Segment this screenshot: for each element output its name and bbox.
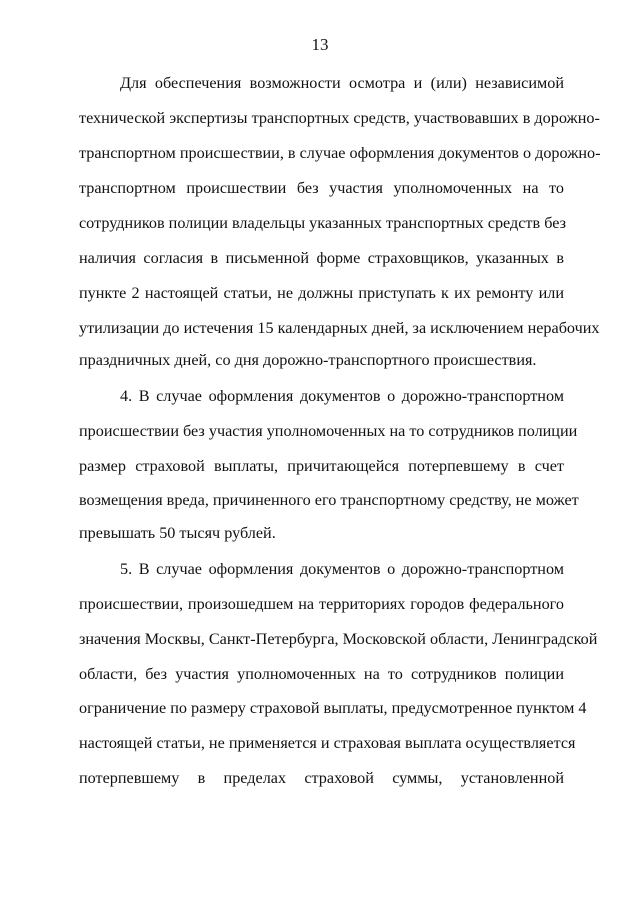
text-line: 5. В случае оформления документов о дорожно-транспортном xyxy=(120,560,564,578)
text-line: ограничение по размеру страховой выплаты, предусмотренное пунктом 4 xyxy=(79,699,587,717)
text-line: технической экспертизы транспортных средств, участвовавших в дорожно- xyxy=(79,109,600,127)
text-line: наличия согласия в письменной форме страховщиков, указанных в xyxy=(79,249,564,267)
text-line: 4. В случае оформления документов о дорожно-транспортном xyxy=(120,387,564,405)
text-line: происшествии, произошедшем на территориях городов федерального xyxy=(79,595,564,613)
text-line: Для обеспечения возможности осмотра и (или) независимой xyxy=(120,74,564,92)
text-line: сотрудников полиции владельцы указанных транспортных средств без xyxy=(79,214,566,232)
page-number: 13 xyxy=(311,35,329,54)
text-line: области, без участия уполномоченных на то сотрудников полиции xyxy=(79,665,564,683)
text-line: значения Москвы, Санкт-Петербурга, Московской области, Ленинградской xyxy=(79,630,598,648)
text-line: транспортном происшествии, в случае оформления документов о дорожно- xyxy=(79,144,601,162)
text-line: потерпевшему в пределах страховой суммы, установленной xyxy=(79,769,564,787)
text-line: праздничных дней, со дня дорожно-транспортного происшествия. xyxy=(79,351,537,369)
text-line: транспортном происшествии без участия уполномоченных на то xyxy=(79,179,564,197)
text-line: утилизации до истечения 15 календарных дней, за исключением нерабочих xyxy=(79,319,600,337)
text-line: пункте 2 настоящей статьи, не должны приступать к их ремонту или xyxy=(79,284,564,302)
text-line: настоящей статьи, не применяется и страховая выплата осуществляется xyxy=(79,734,576,752)
text-line: превышать 50 тысяч рублей. xyxy=(79,524,276,542)
text-line: возмещения вреда, причиненного его транспортному средству, не может xyxy=(79,491,579,509)
text-line: происшествии без участия уполномоченных на то сотрудников полиции xyxy=(79,422,578,440)
text-line: размер страховой выплаты, причитающейся потерпевшему в счет xyxy=(79,457,564,475)
